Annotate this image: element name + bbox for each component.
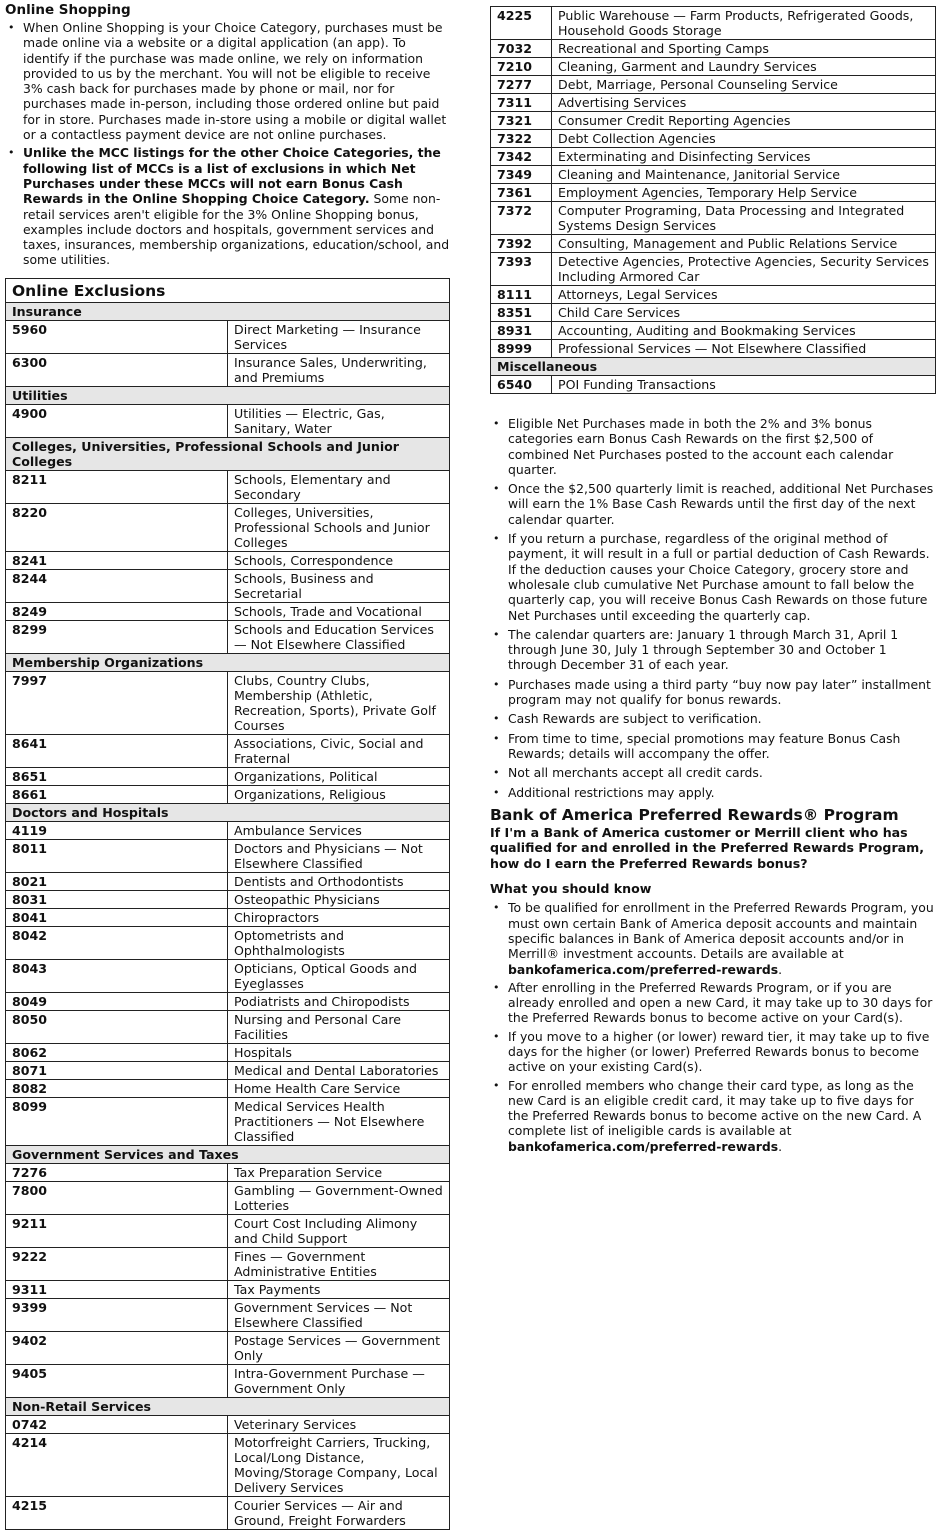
period: . <box>778 1138 783 1154</box>
mcc-description: Dentists and Orthodontists <box>228 872 450 890</box>
rewards-note-item: • Not all merchants accept all credit cards. <box>490 765 936 780</box>
category-header-row <box>6 1397 450 1415</box>
table-row <box>6 503 450 551</box>
mcc-description: Courier Services — Air and Ground, Freight Forwarders <box>228 1496 450 1529</box>
what-you-should-know-heading: What you should know <box>490 881 652 897</box>
mcc-code: 8931 <box>491 322 552 340</box>
mcc-code: 9405 <box>6 1364 228 1397</box>
online-exclusions-table <box>5 278 450 1530</box>
table-row <box>6 1043 450 1061</box>
table-row <box>6 1364 450 1397</box>
preferred-rewards-question: If I'm a Bank of America customer or Merrill client who has qualified for and enrolled in the Preferred Rewards Program, how do I earn the Preferred Rewards bonus? <box>490 824 925 871</box>
mcc-code: 0742 <box>6 1415 228 1433</box>
table-row <box>6 992 450 1010</box>
table-row <box>6 602 450 620</box>
mcc-description: Tax Payments <box>228 1280 450 1298</box>
mcc-description: Recreational and Sporting Camps <box>552 40 936 58</box>
mcc-code: 7393 <box>491 253 552 286</box>
table-row <box>6 1247 450 1280</box>
mcc-description: Associations, Civic, Social and Fraternal <box>228 734 450 767</box>
mcc-code: 8299 <box>6 620 228 653</box>
table-row <box>491 112 936 130</box>
mcc-code: 7342 <box>491 148 552 166</box>
online-exclusions-title: Online Exclusions <box>6 278 450 302</box>
mcc-code: 7349 <box>491 166 552 184</box>
table-row <box>6 1061 450 1079</box>
preferred-rewards-item <box>490 900 936 976</box>
table-row <box>6 1415 450 1433</box>
mcc-description: Cleaning, Garment and Laundry Services <box>552 58 936 76</box>
mcc-description: Chiropractors <box>228 908 450 926</box>
mcc-code: 4215 <box>6 1496 228 1529</box>
mcc-code: 7361 <box>491 184 552 202</box>
mcc-description: Court Cost Including Alimony and Child Support <box>228 1214 450 1247</box>
mcc-description: Debt Collection Agencies <box>552 130 936 148</box>
preferred-rewards-list <box>490 900 936 1154</box>
mcc-code: 7276 <box>6 1163 228 1181</box>
table-row <box>6 551 450 569</box>
preferred-rewards-item-text: For enrolled members who change their card type, as long as the new Card is an eligible credit card, it may take up to five days for the Preferred Rewards bonus to become active on the new Card. A complete list of ineligible cards is available at <box>508 1077 922 1139</box>
category-header: Non-Retail Services <box>6 1397 450 1415</box>
rewards-note-item: • If you return a purchase, regardless of the original method of payment, it will result in a full or partial deduction of Cash Rewards. If the deduction causes your Choice Category, grocery store and wholesale club cumulative Net Purchase amount to fall below the quarterly cap, you will receive Bonus Cash Rewards on those future Net Purchases until exceeding the quarterly cap. <box>490 531 936 623</box>
mcc-description: Attorneys, Legal Services <box>552 286 936 304</box>
mcc-code: 9222 <box>6 1247 228 1280</box>
rewards-note-item: • The calendar quarters are: January 1 through March 31, April 1 through June 30, July 1 through September 30 and October 1 through December 31 of each year. <box>490 627 936 673</box>
rewards-note-item: • Eligible Net Purchases made in both the 2% and 3% bonus categories earn Bonus Cash Rewards on the first $2,500 of combined Net Purchases posted to the account each calendar quarter. <box>490 416 936 477</box>
table-row <box>491 322 936 340</box>
mcc-code: 8220 <box>6 503 228 551</box>
mcc-code: 8041 <box>6 908 228 926</box>
mcc-code: 8050 <box>6 1010 228 1043</box>
mcc-description: Nursing and Personal Care Facilities <box>228 1010 450 1043</box>
mcc-code: 8351 <box>491 304 552 322</box>
category-header: Membership Organizations <box>6 653 450 671</box>
mcc-code: 8049 <box>6 992 228 1010</box>
rewards-note-item: • Additional restrictions may apply. <box>490 785 936 800</box>
mcc-code: 8249 <box>6 602 228 620</box>
mcc-code: 4214 <box>6 1433 228 1496</box>
online-exclusions-table-continued <box>490 6 936 394</box>
mcc-code: 8071 <box>6 1061 228 1079</box>
exclusion-notice-bold: Unlike the MCC listings for the other Choice Categories, the following list of MCCs is a list of exclusions in which Net Purchases under these MCCs will not earn Bonus Cash Rewards in the Online Shopping Choice Category. <box>23 145 441 207</box>
mcc-code: 7210 <box>491 58 552 76</box>
table-row <box>6 821 450 839</box>
mcc-code: 4225 <box>491 7 552 40</box>
mcc-code: 7032 <box>491 40 552 58</box>
mcc-description: Direct Marketing — Insurance Services <box>228 320 450 353</box>
table-row <box>491 148 936 166</box>
mcc-description: Schools, Business and Secretarial <box>228 569 450 602</box>
mcc-code: 9399 <box>6 1298 228 1331</box>
mcc-description: Postage Services — Government Only <box>228 1331 450 1364</box>
table-row <box>491 7 936 40</box>
right-column <box>490 0 936 1157</box>
mcc-description: Schools, Trade and Vocational <box>228 602 450 620</box>
mcc-description: Government Services — Not Elsewhere Classified <box>228 1298 450 1331</box>
category-header-row <box>6 1145 450 1163</box>
mcc-description: Opticians, Optical Goods and Eyeglasses <box>228 959 450 992</box>
table-row <box>6 1097 450 1145</box>
mcc-code: 7321 <box>491 112 552 130</box>
category-header: Insurance <box>6 302 450 320</box>
preferred-rewards-heading: Bank of America Preferred Rewards® Program <box>490 805 899 824</box>
online-shopping-list <box>5 20 450 268</box>
mcc-description: Debt, Marriage, Personal Counseling Service <box>552 76 936 94</box>
rewards-note-item: • Cash Rewards are subject to verification. <box>490 711 936 726</box>
mcc-description: Exterminating and Disinfecting Services <box>552 148 936 166</box>
mcc-description: Detective Agencies, Protective Agencies, Security Services Including Armored Car <box>552 253 936 286</box>
category-header: Colleges, Universities, Professional Schools and Junior Colleges <box>6 437 450 470</box>
table-row <box>491 58 936 76</box>
mcc-code: 8011 <box>6 839 228 872</box>
mcc-description: Home Health Care Service <box>228 1079 450 1097</box>
mcc-description: Organizations, Political <box>228 767 450 785</box>
mcc-code: 8031 <box>6 890 228 908</box>
mcc-code: 4900 <box>6 404 228 437</box>
online-shopping-paragraph-1: • When Online Shopping is your Choice Category, purchases must be made online via a website or a digital application (an app). To identify if the purchase was made online, we rely on information provided to us by the merchant. You will not be eligible to receive 3% cash back for purchases made by phone or mail, nor for purchases made in-person, including those ordered online but paid for in store. Purchases made in-store using a mobile or digital wallet or a contactless payment device are not online purchases. <box>5 20 450 142</box>
mcc-description: POI Funding Transactions <box>552 376 936 394</box>
mcc-description: Public Warehouse — Farm Products, Refrigerated Goods, Household Goods Storage <box>552 7 936 40</box>
table-row <box>6 1163 450 1181</box>
table-row <box>491 184 936 202</box>
rewards-note-item: • Once the $2,500 quarterly limit is reached, additional Net Purchases will earn the 1% Base Cash Rewards until the first day of the next calendar quarter. <box>490 481 936 527</box>
mcc-code: 7392 <box>491 235 552 253</box>
mcc-description: Doctors and Physicians — Not Elsewhere Classified <box>228 839 450 872</box>
preferred-rewards-item: • If you move to a higher (or lower) reward tier, it may take up to five days for the higher (or lower) Preferred Rewards bonus to become active on your existing Card(s). <box>490 1029 936 1075</box>
mcc-code: 8999 <box>491 340 552 358</box>
mcc-description: Clubs, Country Clubs, Membership (Athletic, Recreation, Sports), Private Golf Courses <box>228 671 450 734</box>
table-row <box>6 908 450 926</box>
mcc-description: Professional Services — Not Elsewhere Classified <box>552 340 936 358</box>
mcc-code: 6300 <box>6 353 228 386</box>
mcc-description: Employment Agencies, Temporary Help Service <box>552 184 936 202</box>
mcc-code: 8641 <box>6 734 228 767</box>
table-row <box>6 872 450 890</box>
mcc-description: Schools, Correspondence <box>228 551 450 569</box>
mcc-code: 8244 <box>6 569 228 602</box>
mcc-description: Consulting, Management and Public Relations Service <box>552 235 936 253</box>
table-row <box>6 569 450 602</box>
table-row <box>6 1181 450 1214</box>
mcc-description: Schools, Elementary and Secondary <box>228 470 450 503</box>
mcc-description: Medical Services Health Practitioners — Not Elsewhere Classified <box>228 1097 450 1145</box>
category-header-row <box>6 302 450 320</box>
table-row <box>491 40 936 58</box>
category-header-row <box>6 653 450 671</box>
table-row <box>6 1010 450 1043</box>
mcc-code: 8241 <box>6 551 228 569</box>
mcc-description: Motorfreight Carriers, Trucking, Local/Long Distance, Moving/Storage Company, Local Delivery Services <box>228 1433 450 1496</box>
mcc-code: 8111 <box>491 286 552 304</box>
category-header: Government Services and Taxes <box>6 1145 450 1163</box>
online-shopping-paragraph-2 <box>5 145 450 267</box>
rewards-notes <box>490 416 936 800</box>
mcc-description: Computer Programing, Data Processing and Integrated Systems Design Services <box>552 202 936 235</box>
table-row <box>491 130 936 148</box>
mcc-code: 6540 <box>491 376 552 394</box>
mcc-description: Insurance Sales, Underwriting, and Premiums <box>228 353 450 386</box>
mcc-code: 7372 <box>491 202 552 235</box>
rewards-note-item: • Purchases made using a third party “buy now pay later” installment program may not qualify for bonus rewards. <box>490 677 936 708</box>
preferred-rewards-link[interactable]: bankofamerica.com/preferred-rewards <box>508 1138 779 1154</box>
mcc-code: 8042 <box>6 926 228 959</box>
mcc-code: 9211 <box>6 1214 228 1247</box>
mcc-description: Gambling — Government-Owned Lotteries <box>228 1181 450 1214</box>
preferred-rewards-item-text: To be qualified for enrollment in the Preferred Rewards Program, you must own certain Bank of America deposit accounts and maintain specific balances in Bank of America deposit accounts and/or in Merrill® investment accounts. Details are available at <box>508 900 934 962</box>
mcc-code: 8082 <box>6 1079 228 1097</box>
table-row <box>6 767 450 785</box>
mcc-description: Osteopathic Physicians <box>228 890 450 908</box>
mcc-description: Colleges, Universities, Professional Schools and Junior Colleges <box>228 503 450 551</box>
preferred-rewards-item <box>490 1078 936 1154</box>
mcc-description: Child Care Services <box>552 304 936 322</box>
category-header-row <box>6 386 450 404</box>
mcc-code: 7277 <box>491 76 552 94</box>
mcc-code: 9311 <box>6 1280 228 1298</box>
rewards-notes-list <box>490 416 936 800</box>
mcc-code: 8021 <box>6 872 228 890</box>
mcc-description: Accounting, Auditing and Bookmaking Services <box>552 322 936 340</box>
mcc-description: Utilities — Electric, Gas, Sanitary, Water <box>228 404 450 437</box>
table-row <box>491 253 936 286</box>
mcc-description: Schools and Education Services — Not Elsewhere Classified <box>228 620 450 653</box>
online-shopping-heading: Online Shopping <box>5 2 131 18</box>
mcc-code: 9402 <box>6 1331 228 1364</box>
mcc-code: 8661 <box>6 785 228 803</box>
preferred-rewards-link[interactable]: bankofamerica.com/preferred-rewards <box>508 961 779 977</box>
category-header-row <box>6 803 450 821</box>
mcc-description: Ambulance Services <box>228 821 450 839</box>
mcc-description: Cleaning and Maintenance, Janitorial Service <box>552 166 936 184</box>
mcc-code: 8099 <box>6 1097 228 1145</box>
mcc-code: 5960 <box>6 320 228 353</box>
mcc-description: Optometrists and Ophthalmologists <box>228 926 450 959</box>
table-row <box>491 94 936 112</box>
table-row <box>6 620 450 653</box>
mcc-description: Consumer Credit Reporting Agencies <box>552 112 936 130</box>
rewards-note-item: • From time to time, special promotions may feature Bonus Cash Rewards; details will accompany the offer. <box>490 731 936 762</box>
mcc-description: Advertising Services <box>552 94 936 112</box>
table-row <box>491 235 936 253</box>
mcc-description: Tax Preparation Service <box>228 1163 450 1181</box>
table-row <box>6 1079 450 1097</box>
mcc-code: 8043 <box>6 959 228 992</box>
table-row <box>6 671 450 734</box>
mcc-description: Intra-Government Purchase — Government Only <box>228 1364 450 1397</box>
table-row <box>6 959 450 992</box>
mcc-code: 8211 <box>6 470 228 503</box>
exclusion-notice-rest: Some non-retail services aren't eligible for the 3% Online Shopping bonus, examples include doctors and hospitals, government services and taxes, insurances, membership organizations, education/school, and some utilities. <box>23 191 450 268</box>
table-row <box>6 1496 450 1529</box>
table-row <box>491 76 936 94</box>
table-row <box>6 353 450 386</box>
table-row <box>6 1433 450 1496</box>
mcc-code: 7311 <box>491 94 552 112</box>
category-header-row <box>6 437 450 470</box>
mcc-description: Medical and Dental Laboratories <box>228 1061 450 1079</box>
left-column <box>5 0 450 1530</box>
table-row <box>491 304 936 322</box>
mcc-code: 8651 <box>6 767 228 785</box>
mcc-code: 7800 <box>6 1181 228 1214</box>
table-row <box>491 340 936 358</box>
mcc-description: Fines — Government Administrative Entities <box>228 1247 450 1280</box>
table-row <box>6 839 450 872</box>
table-row <box>6 734 450 767</box>
table-row <box>6 1331 450 1364</box>
table-row <box>491 286 936 304</box>
table-row <box>6 404 450 437</box>
mcc-code: 7322 <box>491 130 552 148</box>
table-row <box>6 320 450 353</box>
table-row <box>6 1298 450 1331</box>
table-row <box>6 1280 450 1298</box>
table-row <box>491 376 936 394</box>
mcc-code: 4119 <box>6 821 228 839</box>
category-header: Miscellaneous <box>491 358 936 376</box>
period: . <box>778 961 783 977</box>
table-row <box>6 890 450 908</box>
category-header-row <box>491 358 936 376</box>
table-row <box>491 202 936 235</box>
category-header: Utilities <box>6 386 450 404</box>
table-row <box>491 166 936 184</box>
category-header: Doctors and Hospitals <box>6 803 450 821</box>
mcc-description: Organizations, Religious <box>228 785 450 803</box>
mcc-code: 8062 <box>6 1043 228 1061</box>
table-row <box>6 926 450 959</box>
mcc-code: 7997 <box>6 671 228 734</box>
table-row <box>6 785 450 803</box>
mcc-description: Veterinary Services <box>228 1415 450 1433</box>
mcc-description: Podiatrists and Chiropodists <box>228 992 450 1010</box>
table-row <box>6 1214 450 1247</box>
table-row <box>6 470 450 503</box>
preferred-rewards-item: • After enrolling in the Preferred Rewards Program, or if you are already enrolled and open a new Card, it may take up to 30 days for the Preferred Rewards bonus to become active on your Card(s). <box>490 980 936 1026</box>
mcc-description: Hospitals <box>228 1043 450 1061</box>
